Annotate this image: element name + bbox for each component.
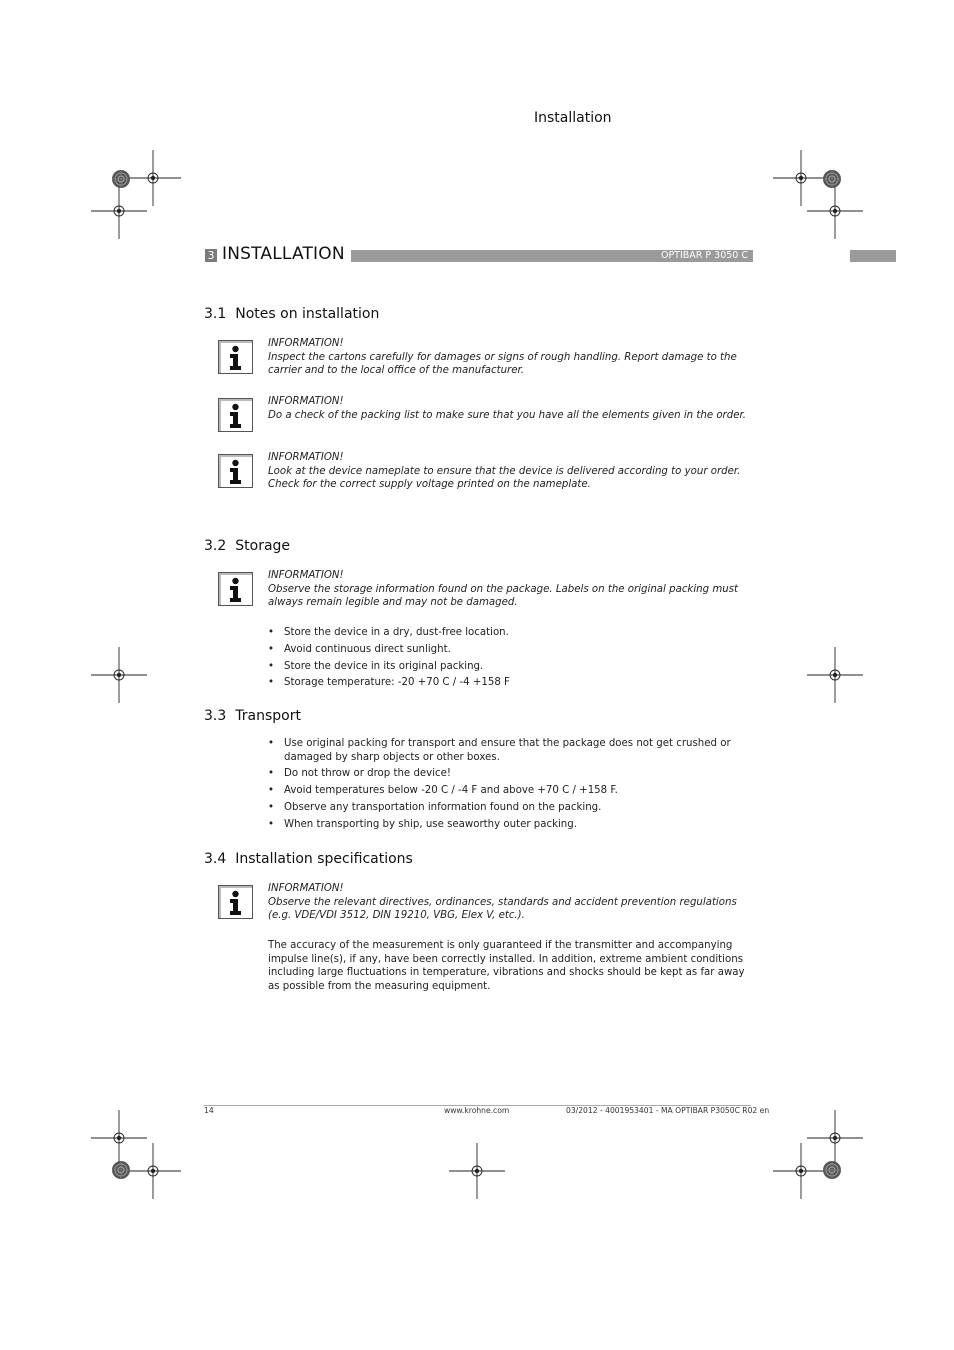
info-icon: [218, 398, 253, 432]
section-heading-3-2: [204, 538, 290, 554]
information-note: [268, 882, 748, 923]
section-heading-3-3: [204, 708, 301, 724]
section-title: Installation specifications: [235, 851, 413, 867]
list-item: • Observe any transportation information found on the packing.: [268, 801, 748, 815]
section-heading-3-4: [204, 851, 413, 867]
section-number: 3.3: [204, 708, 227, 724]
information-note: [268, 337, 748, 378]
information-note: [268, 395, 748, 422]
information-label: INFORMATION!: [268, 570, 344, 581]
side-tab: [850, 250, 896, 262]
list-item: • Storage temperature: -20 +70 C / -4 +158 F: [268, 676, 748, 690]
page-number: 14: [204, 1106, 214, 1115]
information-label: INFORMATION!: [268, 883, 344, 894]
information-body: Do a check of the packing list to make sure that you have all the elements given in the order.: [268, 409, 746, 421]
information-note: [268, 569, 748, 610]
information-label: INFORMATION!: [268, 396, 344, 407]
footer-website[interactable]: www.krohne.com: [444, 1106, 510, 1115]
list-item: • Store the device in its original packing.: [268, 660, 748, 674]
section-title: Storage: [235, 538, 291, 554]
footer-doc-id: 03/2012 - 4001953401 - MA OPTIBAR P3050C R02 en: [566, 1106, 770, 1115]
information-note: [268, 451, 748, 492]
storage-list: [268, 626, 748, 693]
information-label: INFORMATION!: [268, 452, 344, 463]
info-icon: [218, 454, 253, 488]
list-item: • Store the device in a dry, dust-free location.: [268, 626, 748, 640]
info-icon: [218, 340, 253, 374]
transport-list: [268, 737, 748, 835]
info-icon: [218, 885, 253, 919]
list-item: • Avoid continuous direct sunlight.: [268, 643, 748, 657]
installation-paragraph: The accuracy of the measurement is only guaranteed if the transmitter and accompanying impulse line(s), if any, have been correctly installed. In addition, extreme ambient conditions including large fluctuations in temperature, vibrations and shocks should be kept as far away as possible from the measuring equipment.: [268, 940, 745, 992]
list-item: • Use original packing for transport and ensure that the package does not get crushed or damaged by sharp objects or other boxes.: [268, 737, 748, 764]
chapter-number: 3: [205, 249, 217, 262]
list-item: • Do not throw or drop the device!: [268, 767, 748, 781]
chapter-product: OPTIBAR P 3050 C: [660, 250, 748, 261]
running-header: Installation: [534, 110, 612, 126]
section-title: Notes on installation: [235, 306, 380, 322]
information-label: INFORMATION!: [268, 338, 344, 349]
info-icon: [218, 572, 253, 606]
chapter-title: INSTALLATION: [222, 244, 345, 264]
section-number: 3.4: [204, 851, 227, 867]
section-title: Transport: [235, 708, 301, 724]
information-body: Look at the device nameplate to ensure that the device is delivered according to your order. Check for the correct supply voltage printed on the nameplate.: [268, 465, 741, 491]
information-body: Observe the relevant directives, ordinances, standards and accident prevention regulations (e.g. VDE/VDI 3512, DIN 19210, VBG, Elex V, etc.).: [268, 896, 737, 922]
information-body: Observe the storage information found on the package. Labels on the original packing must always remain legible and may not be damaged.: [268, 583, 738, 609]
information-body: Inspect the cartons carefully for damages or signs of rough handling. Report damage to the carrier and to the local office of the manufacturer.: [268, 351, 737, 377]
section-heading-3-1: [204, 306, 379, 322]
list-item: • Avoid temperatures below -20 C / -4 F and above +70 C / +158 F.: [268, 784, 748, 798]
section-number: 3.2: [204, 538, 227, 554]
section-number: 3.1: [204, 306, 227, 322]
list-item: • When transporting by ship, use seaworthy outer packing.: [268, 818, 748, 832]
